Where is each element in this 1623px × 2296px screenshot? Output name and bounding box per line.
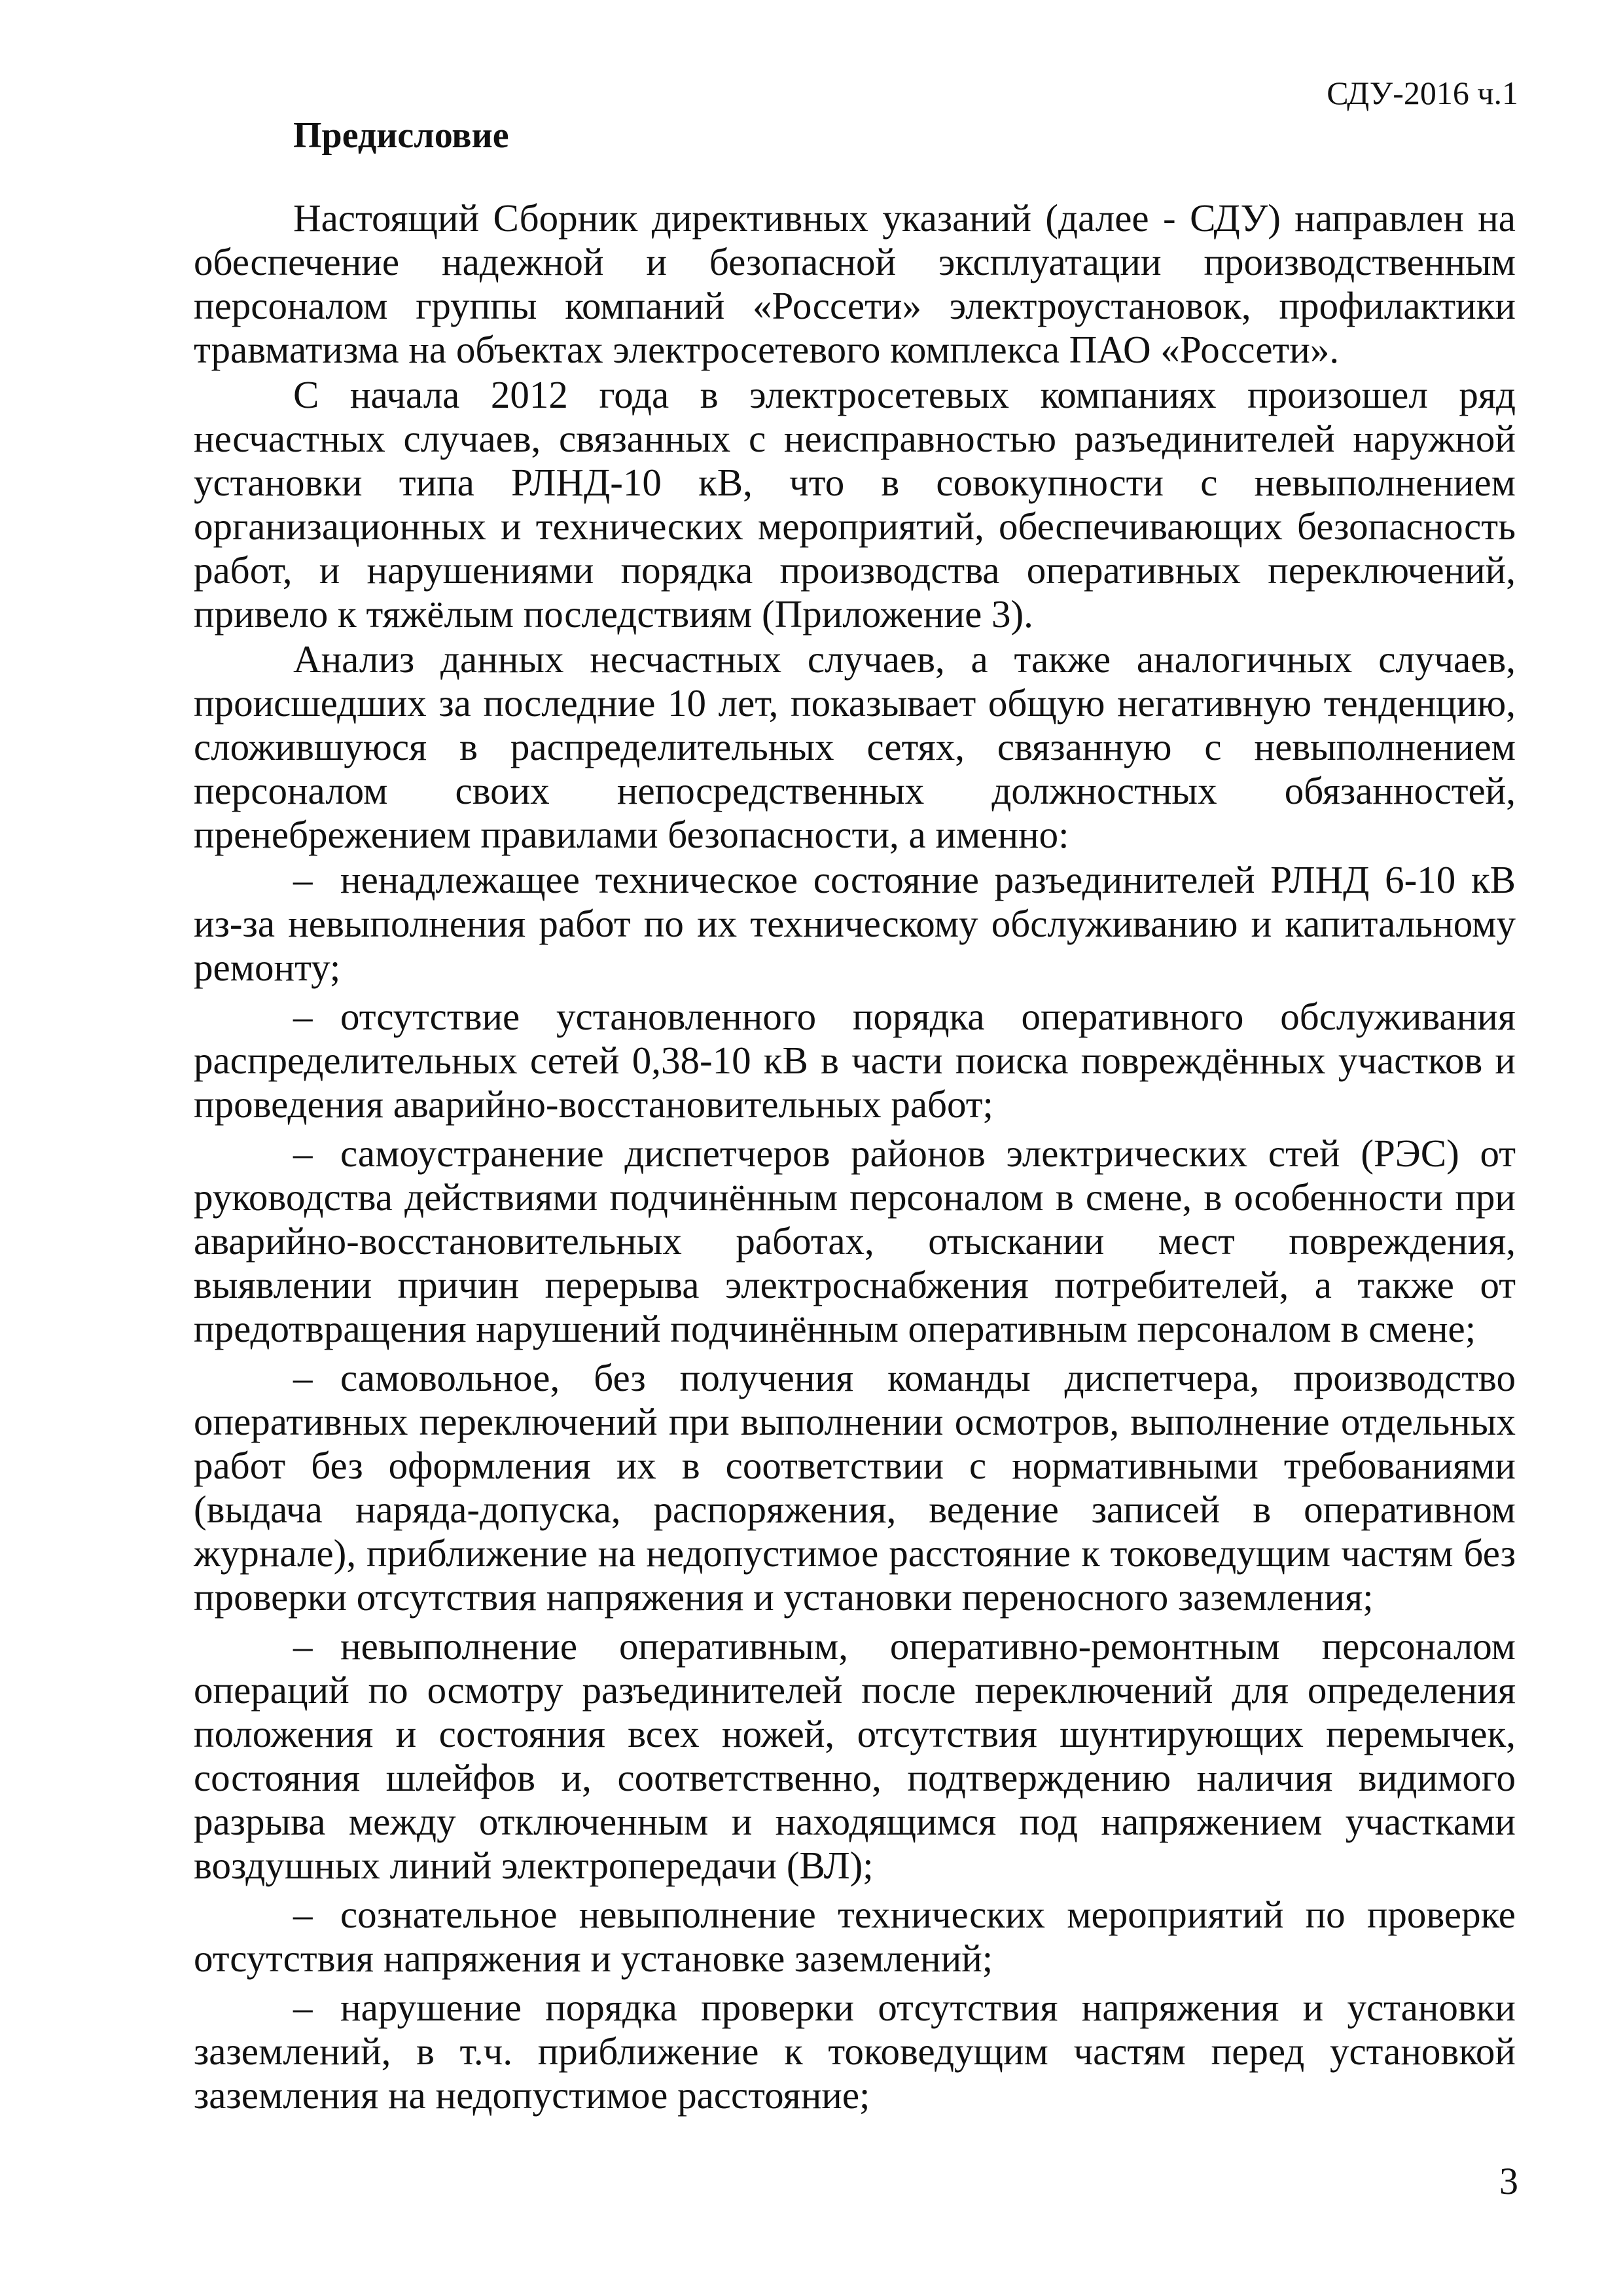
list-item-text: нарушение порядка проверки отсутствия напряжения и установки заземлений, в т.ч. приближение к токоведущим частям перед установкой заземления на недопустимое расстояние;: [194, 1986, 1516, 2117]
dash-marker: –: [293, 858, 313, 901]
document-body: [194, 196, 1516, 2123]
list-item-text: невыполнение оперативным, оперативно-ремонтным персоналом операций по осмотру разъединителей после переключений для определения положения и состояния всех ножей, отсутствия шунтирующих перемычек, состояния шлейфов и, соответственно, подтверждению наличия видимого разрыва между отключенным и находящимся под напряжением участками воздушных линий электропередачи (ВЛ);: [194, 1624, 1516, 1887]
list-item: [194, 1624, 1516, 1888]
dash-marker: –: [293, 1624, 313, 1668]
list-item-text: самовольное, без получения команды диспетчера, производство оперативных переключений при выполнении осмотров, выполнение отдельных работ без оформления их в соответствии с нормативными требованиями (выдача наряда-допуска, распоряжения, ведение записей в оперативном журнале), приближение на недопустимое расстояние к токоведущим частям без проверки отсутствия напряжения и установки переносного заземления;: [194, 1356, 1516, 1619]
list-item-text: ненадлежащее техническое состояние разъединителей РЛНД 6-10 кВ из-за невыполнения работ по их техническому обслуживанию и капитальному ремонту;: [194, 858, 1516, 989]
section-heading: Предисловие: [293, 115, 509, 156]
list-item: [194, 1893, 1516, 1981]
dash-marker: –: [293, 1132, 313, 1175]
list-item: [194, 1132, 1516, 1351]
document-code: СДУ-2016 ч.1: [1327, 75, 1518, 111]
list-item: [194, 858, 1516, 990]
paragraph-incidents: С начала 2012 года в электросетевых компаниях произошел ряд несчастных случаев, связанных с неисправностью разъединителей наружной установки типа РЛНД-10 кВ, что в совокупности с невыполнением организационных и технических мероприятий, обеспечивающих безопасность работ, и нарушениями порядка производства оперативных переключений, привело к тяжёлым последствиям (Приложение 3).: [194, 373, 1516, 636]
list-item: [194, 1356, 1516, 1619]
list-item-text: отсутствие установленного порядка оперативного обслуживания распределительных сетей 0,38-10 кВ в части поиска повреждённых участков и проведения аварийно-восстановительных работ;: [194, 995, 1516, 1126]
paragraph-intro: Настоящий Сборник директивных указаний (далее - СДУ) направлен на обеспечение надежной и безопасной эксплуатации производственным персоналом группы компаний «Россети» электроустановок, профилактики травматизма на объектах электросетевого комплекса ПАО «Россети».: [194, 196, 1516, 371]
list-item: [194, 995, 1516, 1126]
list-item-text: сознательное невыполнение технических мероприятий по проверке отсутствия напряжения и установке заземлений;: [194, 1893, 1516, 1980]
dash-marker: –: [293, 1356, 313, 1399]
dash-marker: –: [293, 1893, 313, 1936]
page-number: 3: [1499, 2160, 1518, 2202]
dash-marker: –: [293, 1986, 313, 2029]
dash-marker: –: [293, 995, 313, 1038]
list-item: [194, 1986, 1516, 2117]
paragraph-analysis: Анализ данных несчастных случаев, а также аналогичных случаев, происшедших за последние 10 лет, показывает общую негативную тенденцию, сложившуюся в распределительных сетях, связанную с невыполнением персоналом своих непосредственных должностных обязанностей, пренебрежением правилами безопасности, а именно:: [194, 637, 1516, 856]
list-item-text: самоустранение диспетчеров районов электрических стей (РЭС) от руководства действиями подчинённым персоналом в смене, в особенности при аварийно-восстановительных работах, отыскании мест повреждения, выявлении причин перерыва электроснабжения потребителей, а также от предотвращения нарушений подчинённым оперативным персоналом в смене;: [194, 1132, 1516, 1350]
